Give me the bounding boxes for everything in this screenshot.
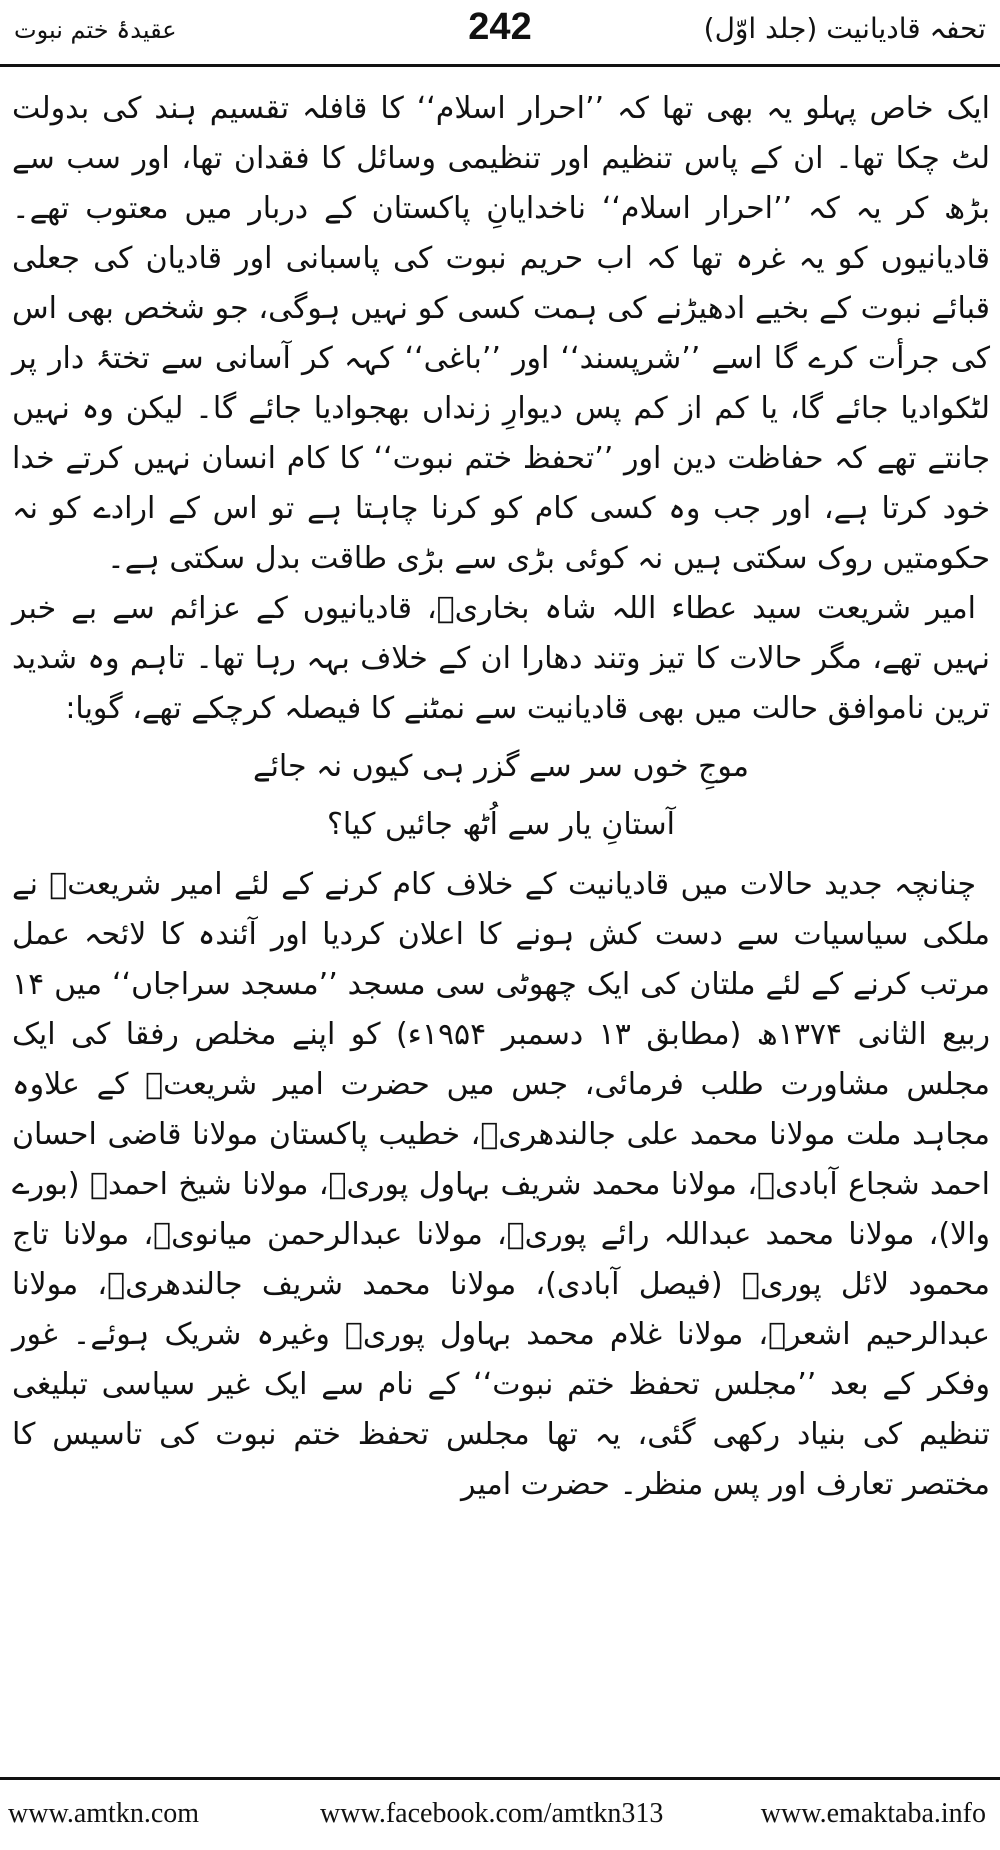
book-title: تحفہ قادیانیت (جلد اوّل) bbox=[703, 12, 986, 45]
page-number: 242 bbox=[468, 6, 532, 48]
footer-link-amtkn[interactable]: www.amtkn.com bbox=[8, 1798, 200, 1829]
paragraph-3 bbox=[12, 860, 990, 1510]
paragraph-text: چنانچہ جدید حالات میں قادیانیت کے خلاف کام کرنے کے لئے امیر شریعتؒ نے ملکی سیاسیات سے دست کش ہونے کا اعلان کردیا اور آئندہ کا لائحہ عمل مرتب کرنے کے لئے ملتان کی ایک چھوٹی سی مسجد ’’مسجد سراجاں‘‘ میں ۱۴ ربیع الثانی ۱۳۷۴ھ (مطابق ۱۳ دسمبر ۱۹۵۴ء) کو اپنے مخلص رفقا کی ایک مجلس مشاورت طلب فرمائی، جس میں حضرت امیر شریعتؒ کے علاوہ مجاہد ملت مولانا محمد علی جالندھریؒ، خطیب پاکستان مولانا قاضی احسان احمد شجاع آبادیؒ، مولانا محمد شریف بہاول پوریؒ، مولانا شیخ احمدؒ (بورے والا)، مولانا محمد عبداللہ رائے پوریؒ، مولانا عبدالرحمن میانویؒ، مولانا تاج محمود لائل پوریؒ (فیصل آبادی)، مولانا محمد شریف جالندھریؒ، مولانا عبدالرحیم اشعرؒ، مولانا غلام محمد بہاول پوریؒ وغیرہ شریک ہوئے۔ غور وفکر کے بعد ’’مجلس تحفظ ختم نبوت‘‘ کے نام سے ایک غیر سیاسی تبلیغی تنظیم کی بنیاد رکھی گئی، یہ تھا مجلس تحفظ ختم نبوت کی تاسیس کا مختصر تعارف اور پس منظر۔ حضرت امیر bbox=[12, 867, 990, 1502]
page-footer bbox=[0, 1777, 1000, 1850]
footer-link-emaktaba[interactable]: www.emaktaba.info bbox=[760, 1798, 986, 1829]
poetry-couplet bbox=[12, 738, 990, 854]
paragraph-text: امیر شریعت سید عطاء اللہ شاہ بخاریؒ، قادیانیوں کے عزائم سے بے خبر نہیں تھے، مگر حالات کا تیز وتند دھارا ان کے خلاف بہہ رہا تھا۔ تاہم وہ شدید ترین ناموافق حالت میں بھی قادیانیت سے نمٹنے کا فیصلہ کرچکے تھے، گویا: bbox=[12, 591, 990, 726]
page-body bbox=[12, 84, 990, 1772]
paragraph-2 bbox=[12, 584, 990, 734]
couplet-line-2: آستانِ یار سے اُٹھ جائیں کیا؟ bbox=[326, 807, 676, 842]
footer-link-facebook[interactable]: www.facebook.com/amtkn313 bbox=[320, 1798, 664, 1829]
paragraph-text: ایک خاص پہلو یہ بھی تھا کہ ’’احرار اسلام‘‘ کا قافلہ تقسیم ہند کی بدولت لٹ چکا تھا۔ ان کے پاس تنظیم اور تنظیمی وسائل کا فقدان تھا، اور سب سے بڑھ کر یہ کہ ’’احرار اسلام‘‘ ناخدایانِ پاکستان کے دربار میں معتوب تھے۔ قادیانیوں کو یہ غرہ تھا کہ اب حریم نبوت کی پاسبانی اور قادیان کی جعلی قبائے نبوت کے بخیے ادھیڑنے کی ہمت کسی کو نہیں ہوگی، جو شخص بھی اس کی جرأت کرے گا اسے ’’شرپسند‘‘ اور ’’باغی‘‘ کہہ کر آسانی سے تختۂ دار پر لٹکوادیا جائے گا، یا کم از کم پس دیوارِ زنداں بھجوادیا جائے گا۔ لیکن وہ نہیں جانتے تھے کہ حفاظت دین اور ’’تحفظ ختم نبوت‘‘ کا کام انسان نہیں کرتے خدا خود کرتا ہے، اور جب وہ کسی کام کو کرنا چاہتا ہے تو اس کے ارادے کو نہ حکومتیں روک سکتی ہیں نہ کوئی بڑی سے بڑی طاقت بدل سکتی ہے۔ bbox=[12, 91, 990, 576]
page-header bbox=[0, 0, 1000, 67]
paragraph-1 bbox=[12, 84, 990, 584]
section-title: عقیدۂ ختم نبوت bbox=[14, 16, 177, 44]
couplet-line-1: موجِ خوں سر سے گزر ہی کیوں نہ جائے bbox=[252, 749, 749, 784]
